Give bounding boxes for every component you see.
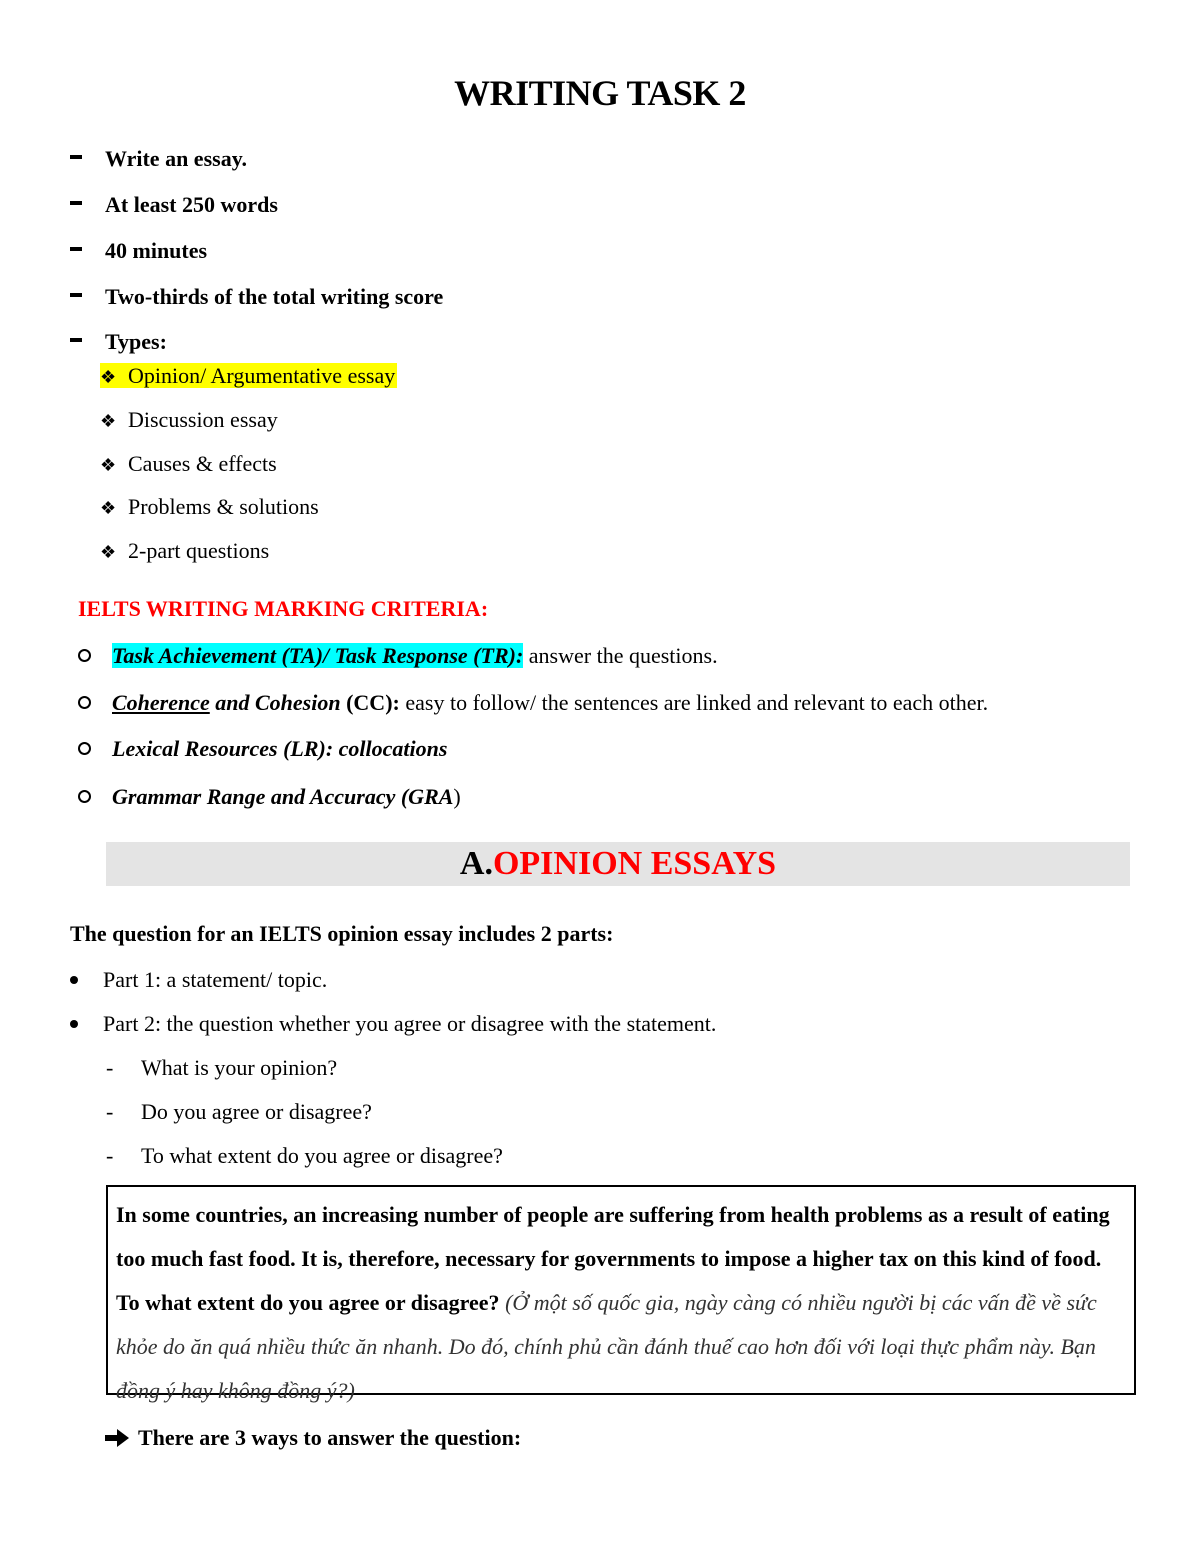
- sample-question-box: [106, 1185, 1136, 1403]
- dash-bullet-icon: [70, 201, 82, 205]
- diamond-bullet-icon: ❖: [100, 498, 117, 518]
- essay-type-label: Causes & effects: [128, 451, 277, 476]
- sub-question-text: Do you agree or disagree?: [141, 1099, 372, 1124]
- essay-type-item: [100, 361, 397, 391]
- essay-type-item: [100, 405, 280, 435]
- criteria-abbr: (GRA: [395, 784, 454, 809]
- sub-question-item: [106, 1053, 337, 1083]
- essay-type-label: Problems & solutions: [128, 494, 319, 519]
- diamond-bullet-icon: ❖: [100, 367, 117, 387]
- dash-bullet-icon: [70, 338, 82, 342]
- criteria-description: answer the questions.: [523, 643, 718, 668]
- dash-bullet-icon: [70, 293, 82, 297]
- criteria-heading: IELTS WRITING MARKING CRITERIA:: [78, 596, 489, 621]
- requirement-item: [70, 144, 247, 174]
- answer-ways-text: There are 3 ways to answer the question:: [138, 1425, 522, 1450]
- part-text: Part 2: the question whether you agree or disagree with the statement.: [103, 1011, 717, 1036]
- sub-question-text: To what extent do you agree or disagree?: [141, 1143, 503, 1168]
- criteria-label: Lexical Resources (LR): collocations: [112, 736, 448, 761]
- criteria-abbr: (CC):: [340, 690, 400, 715]
- requirement-item: [70, 282, 443, 312]
- essay-type-item: [100, 536, 271, 566]
- circle-bullet-icon: [78, 742, 91, 755]
- essay-type-label: Discussion essay: [128, 407, 278, 432]
- essay-type-label: Opinion/ Argumentative essay: [128, 363, 396, 388]
- criteria-item-ta: [78, 640, 718, 672]
- circle-bullet-icon: [78, 696, 91, 709]
- requirement-item: [70, 190, 278, 220]
- diamond-bullet-icon: ❖: [100, 411, 117, 431]
- requirement-text: At least 250 words: [105, 192, 278, 217]
- dot-bullet-icon: [70, 976, 78, 984]
- sub-question-text: What is your opinion?: [141, 1055, 338, 1080]
- part-item: [70, 1009, 716, 1039]
- requirement-item: [70, 327, 167, 357]
- sub-question-item: [106, 1097, 372, 1127]
- section-title: OPINION ESSAYS: [492, 845, 777, 882]
- requirement-text: Two-thirds of the total writing score: [105, 284, 444, 309]
- dot-bullet-icon: [70, 1020, 78, 1028]
- arrow-right-icon: [104, 1425, 130, 1451]
- criteria-label: Grammar Range and Accuracy: [112, 784, 396, 809]
- requirement-item: [70, 236, 207, 266]
- circle-bullet-icon: [78, 790, 91, 803]
- part-text: Part 1: a statement/ topic.: [103, 967, 328, 992]
- criteria-label-underlined: Coherence: [112, 690, 210, 715]
- dash-bullet-icon: -: [106, 1055, 114, 1080]
- essay-type-item: [100, 492, 321, 522]
- criteria-item-cc: [78, 687, 988, 719]
- circle-bullet-icon: [78, 649, 91, 662]
- criteria-colon: :: [515, 643, 524, 668]
- section-prefix: A.: [459, 845, 493, 882]
- sample-question-vietnamese: (Ở một số quốc gia, ngày càng có nhiều người bị các vấn đề về sức khỏe do ăn quá nhiều thức ăn nhanh. Do đó, chính phủ cần đánh thuế cao hơn đối với loại thực phẩm này. Bạn đồng ý hay không đồng ý?): [116, 1290, 1097, 1403]
- essay-type-label: 2-part questions: [128, 538, 270, 563]
- sample-question-english: In some countries, an increasing number of people are suffering from health problems as a result of eating too much fast food. It is, therefore, necessary for governments to impose a higher tax on this kind of food. To what extent do you agree or disagree?: [116, 1202, 1110, 1315]
- page-title: WRITING TASK 2: [454, 73, 746, 113]
- criteria-close-paren: ): [453, 784, 461, 809]
- criteria-label: and Cohesion: [209, 690, 341, 715]
- diamond-bullet-icon: ❖: [100, 542, 117, 562]
- requirement-text: Types:: [105, 329, 167, 354]
- sub-question-item: [106, 1141, 503, 1171]
- section-heading-bar: [106, 842, 1130, 886]
- criteria-label: Task Achievement (TA)/ Task Response (TR): [112, 643, 516, 668]
- requirement-text: Write an essay.: [105, 146, 247, 171]
- question-intro: The question for an IELTS opinion essay includes 2 parts:: [70, 921, 614, 946]
- requirement-text: 40 minutes: [105, 238, 208, 263]
- answer-ways-line: [104, 1425, 521, 1451]
- criteria-description: easy to follow/ the sentences are linked and relevant to each other.: [399, 690, 989, 715]
- dash-bullet-icon: -: [106, 1143, 114, 1168]
- dash-bullet-icon: [70, 155, 82, 159]
- essay-type-item: [100, 449, 279, 479]
- diamond-bullet-icon: ❖: [100, 455, 117, 475]
- part-item: [70, 965, 327, 995]
- dash-bullet-icon: -: [106, 1099, 114, 1124]
- criteria-item-gra: [78, 781, 461, 813]
- dash-bullet-icon: [70, 247, 82, 251]
- criteria-item-lr: [78, 733, 447, 765]
